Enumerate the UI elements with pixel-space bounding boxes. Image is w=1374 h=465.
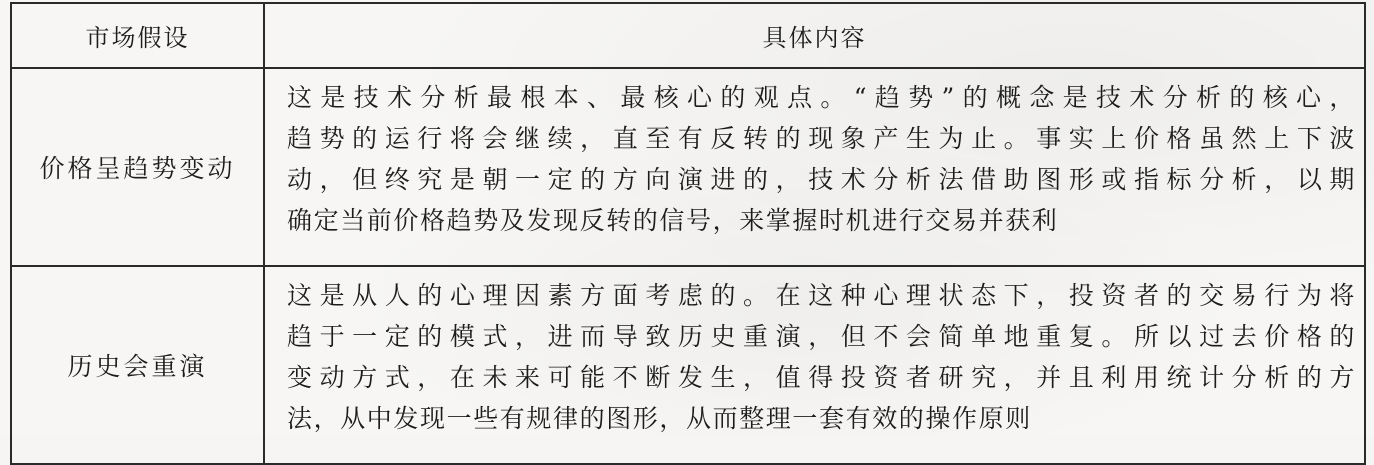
content-cell <box>264 266 1365 464</box>
assumption-cell: 历史会重演 <box>11 266 264 464</box>
assumption-cell: 价格呈趋势变动 <box>11 68 264 266</box>
content-cell <box>264 68 1365 266</box>
content-line: 趋于一定的模式，进而导致历史重演，但不会简单地重复。所以过去价格的 <box>287 322 1356 351</box>
content-line: 法，从中发现一些有规律的图形，从而整理一套有效的操作原则 <box>287 404 1032 433</box>
header-market-assumption: 市场假设 <box>11 3 264 68</box>
market-assumptions-table <box>10 2 1366 465</box>
content-line: 这是技术分析最根本、最核心的观点。“趋势”的概念是技术分析的核心， <box>287 83 1356 112</box>
content-line: 这是从人的心理因素方面考虑的。在这种心理状态下，投资者的交易行为将 <box>287 281 1356 310</box>
table-row <box>11 68 1365 266</box>
content-line: 确定当前价格趋势及发现反转的信号，来掌握时机进行交易并获利 <box>287 206 1059 235</box>
table-row <box>11 266 1365 464</box>
header-specific-content: 具体内容 <box>264 3 1365 68</box>
content-line: 变动方式，在未来可能不断发生，值得投资者研究，并且利用统计分析的方 <box>287 363 1356 392</box>
content-line: 动，但终究是朝一定的方向演进的，技术分析法借助图形或指标分析，以期 <box>287 165 1356 194</box>
table-header-row <box>11 3 1365 68</box>
content-line: 趋势的运行将会继续，直至有反转的现象产生为止。事实上价格虽然上下波 <box>287 124 1356 153</box>
